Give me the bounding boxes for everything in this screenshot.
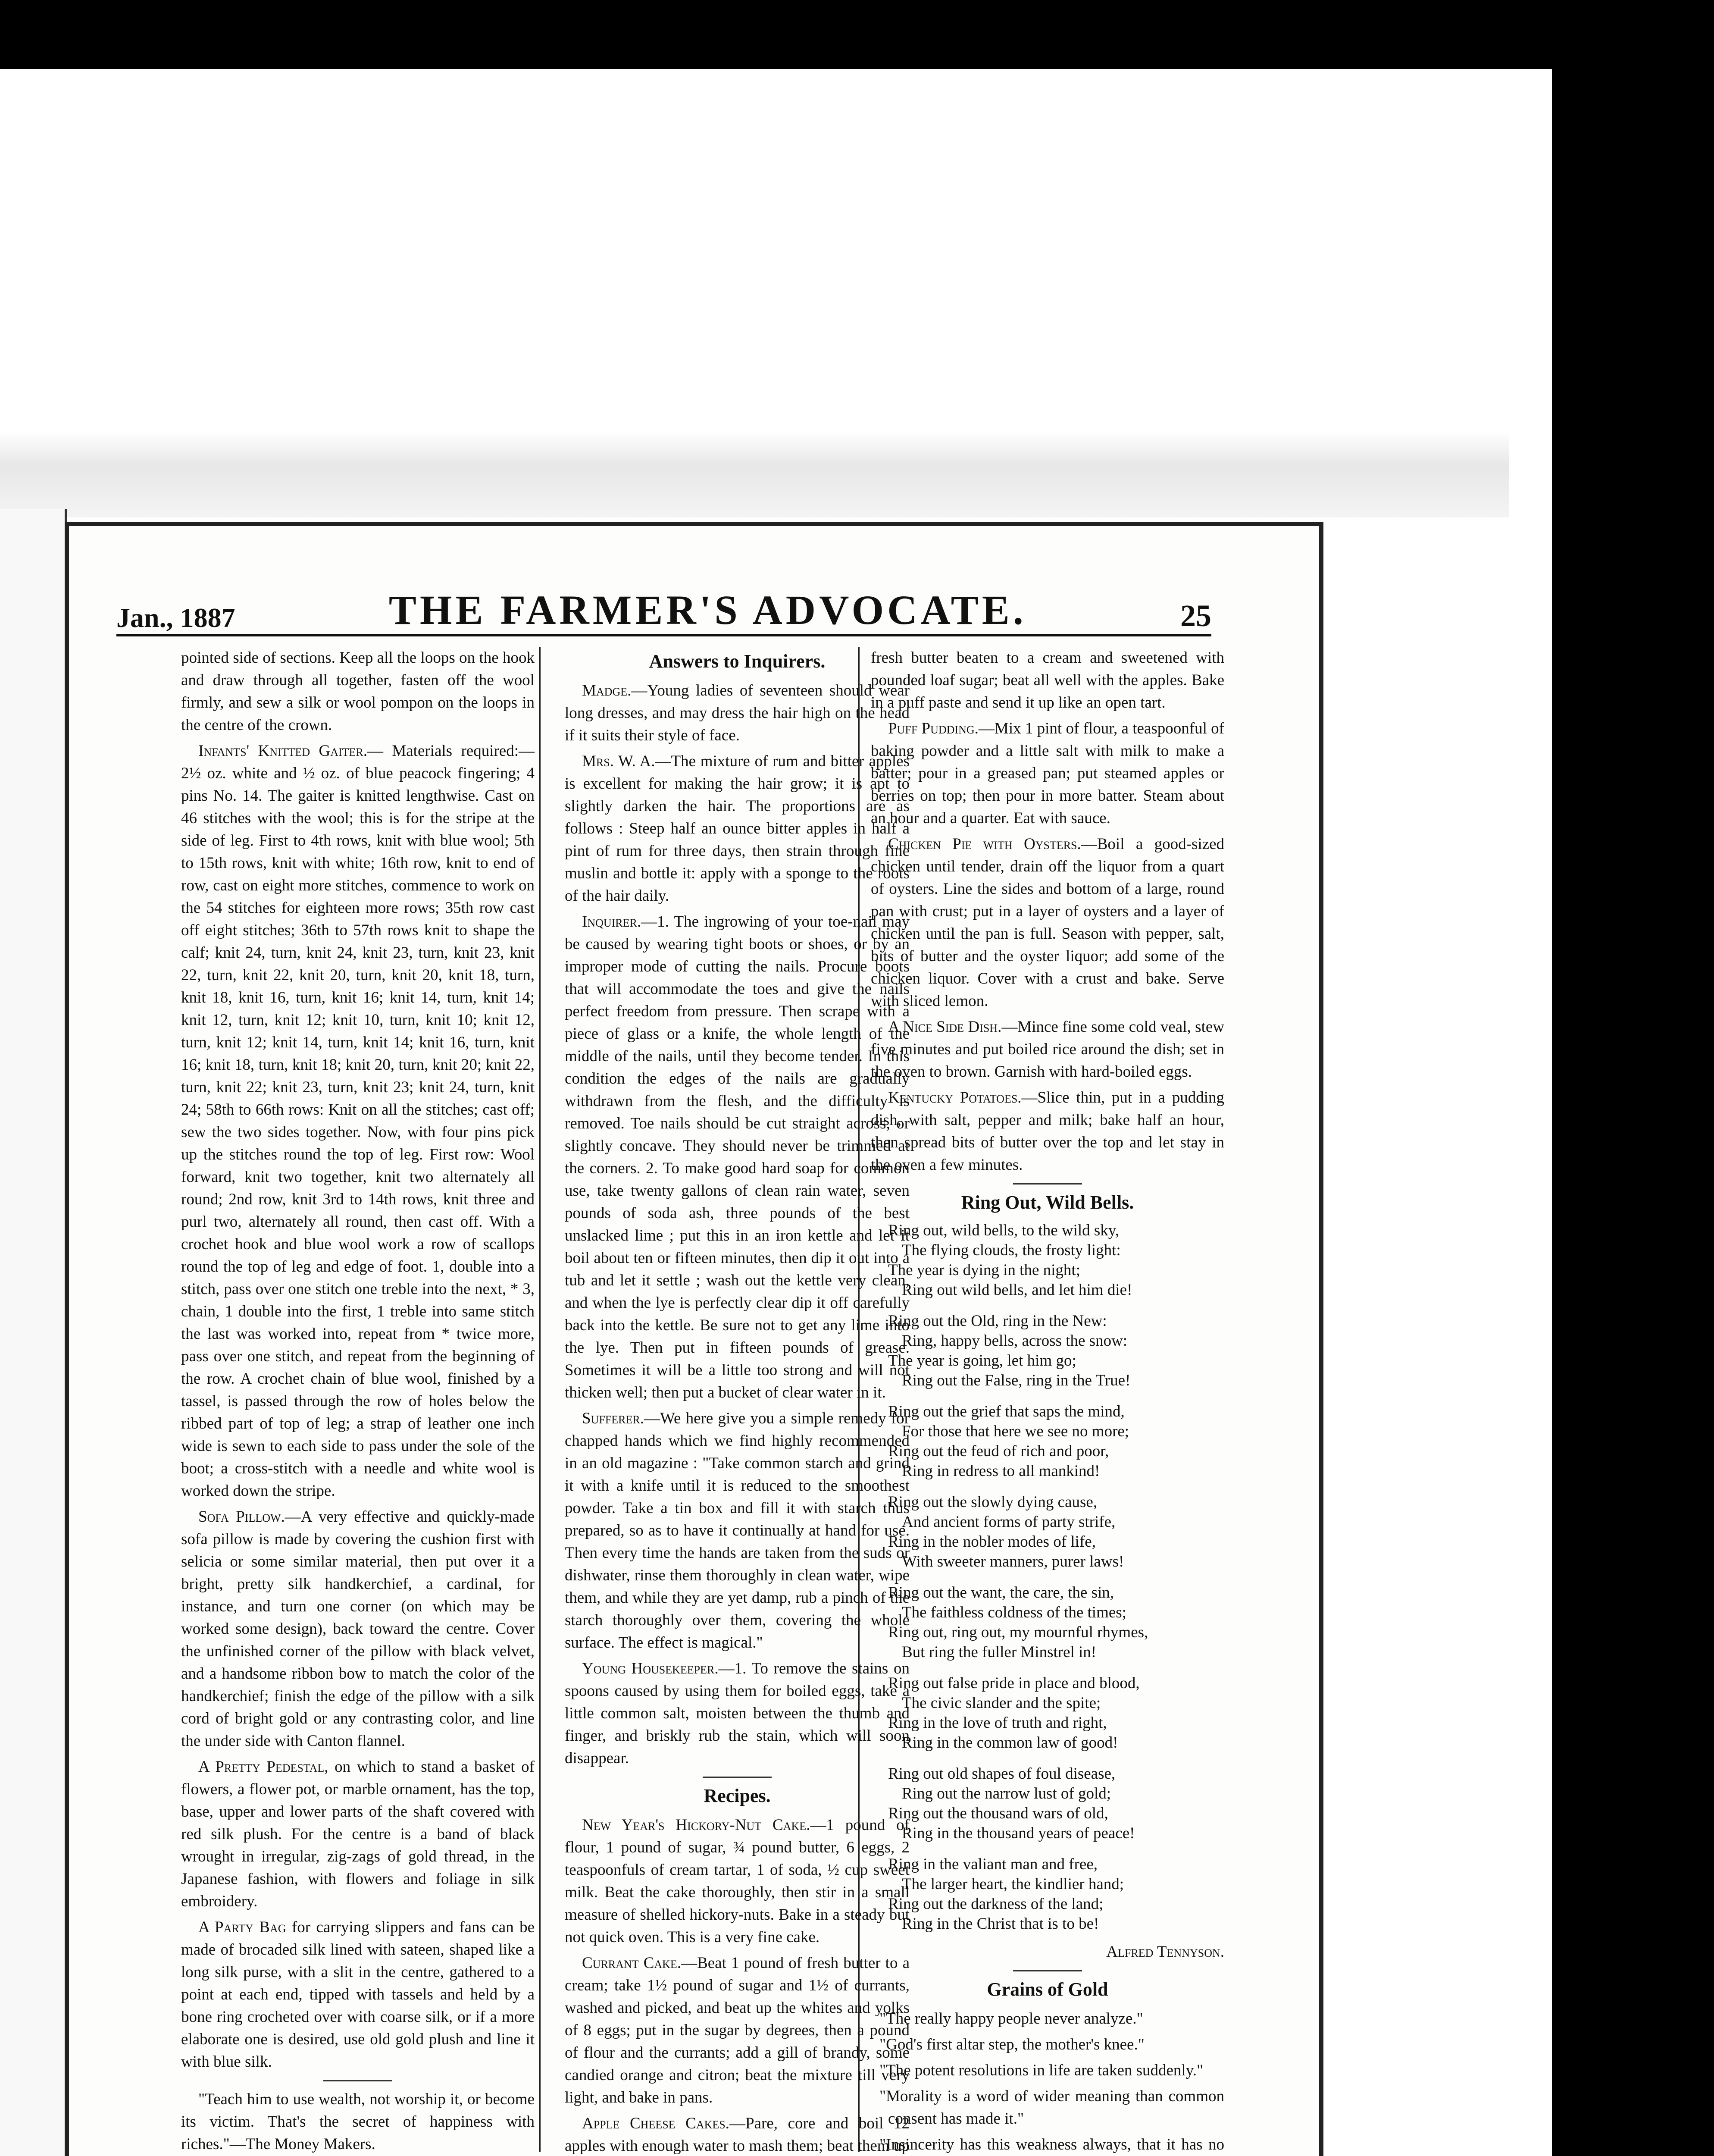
paragraph	[565, 1814, 910, 1949]
paragraph	[871, 718, 1224, 830]
poem-line: Ring, happy bells, across the snow:	[902, 1332, 1128, 1350]
grains-list	[871, 2008, 1224, 2156]
scan-border-right	[1552, 65, 1714, 2156]
poem-line: Ring out the darkness of the land;	[888, 1895, 1104, 1913]
masthead-title: THE FARMER'S ADVOCATE.	[388, 587, 1027, 633]
grains-title: Grains of Gold	[987, 1979, 1108, 2000]
poem-line: Ring out the want, the care, the sin,	[888, 1584, 1114, 1601]
item-heading: Mrs. W. A.	[582, 752, 655, 770]
closing-quote: "Teach him to use wealth, not worship it, or become its victim. That's the secret of happiness with riches."—The Money Makers.	[181, 2090, 535, 2153]
poem-stanza	[888, 1311, 1224, 1391]
item-body: —Boil a good-sized chicken until tender, drain off the liquor from a quart of oysters. Line the sides and bottom of a large, round pan with crust; put in a layer of oysters and a layer of chicken until the pan is full. Season with pepper, salt, bits of butter and the oyster liquor; add some of the chicken liquor. Cover with a crust and bake. Serve with sliced lemon.	[871, 835, 1224, 1010]
scan-shadow	[0, 431, 1509, 517]
paragraph	[871, 833, 1224, 1012]
paragraph	[181, 1916, 535, 2073]
column-1	[181, 647, 535, 2156]
item-heading: Sufferer.	[582, 1410, 644, 1427]
paragraph	[565, 1658, 910, 1770]
separator	[1013, 1183, 1082, 1185]
poem-line: The year is dying in the night;	[888, 1261, 1080, 1279]
grain-quote: "The really happy people never analyze."	[879, 2010, 1143, 2028]
page-number: 25	[1180, 599, 1211, 633]
item-heading: Sofa Pillow.	[198, 1508, 285, 1526]
item-body: —Mix 1 pint of flour, a teaspoonful of baking powder and a little salt with milk to make a batter; pour in a greased pan; put steamed apples or berries on top; then pour in more batter. Steam about an hour and a quarter. Eat with sauce.	[871, 720, 1224, 827]
item-heading: Madge.	[582, 682, 632, 699]
poem-stanza	[888, 1402, 1224, 1481]
grain-quote: "The potent resolutions in life are taken suddenly."	[879, 2062, 1204, 2079]
poem-line: Ring out the Old, ring in the New:	[888, 1312, 1107, 1330]
scan-border-top	[0, 0, 1714, 69]
paragraph	[565, 680, 910, 747]
poem-author: Alfred Tennyson.	[1106, 1943, 1224, 1961]
item-heading: A Pretty Pedestal,	[198, 1758, 328, 1776]
poem-line: Ring out false pride in place and blood,	[888, 1674, 1140, 1692]
poem-line: Ring out the thousand wars of old,	[888, 1805, 1108, 1822]
grain-quote: "Insincerity has this weakness always, that it has no	[879, 2136, 1224, 2153]
poem-line: The year is going, let him go;	[888, 1352, 1076, 1369]
grain-quote: "Morality is a word of wider meaning than common consent has made it."	[879, 2087, 1224, 2128]
item-body: —1. To remove the stains on spoons caused by using them for boiled eggs, take a little common salt, moisten between the thumb and finger, and briskly rub the stain, which will soon disappear.	[565, 1660, 910, 1767]
paragraph: fresh butter beaten to a cream and sweetened with pounded loaf sugar; beat all well with the apples. Bake in a puff paste and send it up like an open tart.	[871, 649, 1224, 711]
poem-stanza	[888, 1221, 1224, 1300]
grain-quote: "God's first altar step, the mother's knee."	[879, 2036, 1145, 2053]
poem-line: Ring out the False, ring in the True!	[902, 1372, 1131, 1389]
item-body: on which to stand a basket of flowers, a flower pot, or marble ornament, has the top, base, upper and lower parts of the shaft covered with red silk plush. For the centre is a band of black wrought in irregular, zig-zags of gold thread, in the Japanese fashion, with flowers and foliage in silk embroidery.	[181, 1758, 535, 1910]
item-body: —A very effective and quickly-made sofa pillow is made by covering the cushion first with selicia or some similar material, then put over it a bright, pretty silk handkerchief, a cardinal, for instance, and turn one corner (on which may be worked some design), back toward the centre. Cover the unfinished corner of the pillow with black velvet, and a handsome ribbon bow to match the color of the handkerchief; finish the edge of the pillow with a silk cord of bright gold or any contrasting color, and line the under side with Canton flannel.	[181, 1508, 535, 1750]
item-body: — Materials required:—2½ oz. white and ½ oz. of blue peacock fingering; 4 pins No. 14. The gaiter is knitted lengthwise. Cast on 46 stitches with the wool; this is for the stripe at the side of leg. First to 4th rows, knit with blue wool; 5th to 15th rows, knit with white; 16th row, knit to end of row, cast on eight more stitches, commence to work on the 54 stitches for eighteen more rows; 35th row cast off eight stitches; 36th to 57th rows knit to shape the calf; knit 24, turn, knit 24, knit 23, turn, knit 23, knit 22, turn, knit 22, knit 20, turn, knit 20, knit 18, turn, knit 18, knit 16, turn, knit 16; knit 14, turn, knit 14; knit 12, turn, knit 12; knit 10, turn, knit 10; knit 12, turn, knit 12; knit 14, turn, knit 14; knit 16, turn, knit 16; knit 18, turn, knit 18; knit 20, turn, knit 20; knit 22, turn, knit 22; knit 23, turn, knit 23; knit 24, turn, knit 24; 58th to 66th rows: Knit on all the stitches; cast off; sew the two sides together. Now, with four pins pick up the stitches round the top of leg. First row: Wool forward, knit two together, knit two alternately all round; 2nd row, knit 3rd to 14th rows, knit three and purl two, alternately all round, then cast off. With a crochet hook and blue wool work a row of scallops round the top of leg and edge of foot. 1, double into a stitch, pass over one stitch one treble into the next, * 3, chain, 1 double into the first, 1 treble into same stitch the last was worked into, repeat from * twice more, pass over one stitch, and repeat from the beginning of the row. A crochet chain of blue wool, finished by a tassel, is passed through the row of holes below the ribbed part of top of leg; a strap of leather one inch wide is sewn to each side to pass under the sole of the boot; a cross-stitch with a needle and white wool is worked down the stripe.	[181, 742, 535, 1500]
item-heading: Kentucky Potatoes.	[888, 1089, 1022, 1106]
paragraph	[181, 1756, 535, 1913]
item-heading: A Party Bag	[198, 1918, 286, 1936]
issue-date: Jan., 1887	[116, 602, 235, 633]
poem-stanza	[888, 1855, 1224, 1934]
section-heading-answers: Answers to Inquirers.	[649, 651, 826, 672]
poem-line: And ancient forms of party strife,	[902, 1513, 1116, 1531]
paragraph: pointed side of sections. Keep all the loops on the hook and draw through all together, fasten off the wool firmly, and sew a silk or wool pompon on the loops in the centre of the crown.	[181, 649, 535, 734]
poem-line: Ring out the grief that saps the mind,	[888, 1403, 1125, 1420]
paragraph	[565, 911, 910, 1404]
item-heading: New Year's Hickory-Nut Cake.	[582, 1816, 810, 1834]
item-body: —Pare, core and boil 12 apples with enough water to mash them; beat them up	[565, 2115, 910, 2155]
poem-title: Ring Out, Wild Bells.	[961, 1192, 1134, 1213]
item-body: —1. The ingrowing of your toe-nail may be caused by wearing tight boots or shoes, or by an improper mode of cutting the nails. Procure boots that will accommodate the toes and give the nails perfect freedom from pressure. Then scrape with a piece of glass or a knife, the whole length of the middle of the nails, until they become tender. In this condition the edges of the nails are gradually withdrawn from the flesh, and the difficulty is removed. Toe nails should be cut straight across, or slightly concave. They should never be trimmed at the corners. 2. To make good hard soap for common use, take twenty gallons of clean rain water, seven pounds of soda ash, three pounds of the best unslacked lime ; put this in an iron kettle and let it boil about ten or fifteen minutes, then dip it out into a tub and let it settle ; wash out the kettle very clean, and when the lye is perfectly clear dip it off carefully back into the kettle. Be sure not to get any lime into the lye. Then put in fifteen pounds of grease. Sometimes it will be a little too strong and will not thicken well; then put a bucket of clear water in it.	[565, 913, 910, 1401]
separator	[323, 2080, 392, 2081]
item-heading: Inquirer.	[582, 913, 641, 931]
poem-line: Ring out the slowly dying cause,	[888, 1493, 1098, 1511]
item-body: —Slice thin, put in a pudding dish, with salt, pepper and milk; bake half an hour, then spread bits of butter over the top and let stay in the oven a few minutes.	[871, 1089, 1224, 1174]
separator	[703, 1777, 772, 1778]
item-body: —Young ladies of seventeen should wear long dresses, and may dress the hair high on the head if it suits their style of face.	[565, 682, 910, 744]
poem-line: Ring in the love of truth and right,	[888, 1714, 1107, 1732]
poem	[871, 1221, 1224, 1934]
poem-stanza	[888, 1583, 1224, 1662]
item-heading: Puff Pudding.	[888, 720, 979, 737]
paragraph	[565, 750, 910, 907]
item-body: for carrying slippers and fans can be made of brocaded silk lined with sateen, shaped like a long silk purse, with a slit in the centre, gathered to a point at each end, tipped with tassels and held by a bone ring crocheted over with coarse silk, or if a more elaborate one is desired, use old gold plush and line it with blue silk.	[181, 1918, 535, 2071]
poem-line: The faithless coldness of the times;	[902, 1604, 1126, 1621]
poem-line: Ring in the thousand years of peace!	[902, 1824, 1135, 1842]
poem-line: Ring out old shapes of foul disease,	[888, 1765, 1116, 1783]
paragraph	[181, 740, 535, 1502]
poem-stanza	[888, 1673, 1224, 1753]
poem-line: The civic slander and the spite;	[902, 1694, 1101, 1712]
column-3	[871, 647, 1224, 2156]
column-2	[565, 647, 910, 2156]
paragraph	[871, 1016, 1224, 1083]
item-body: —1 pound of flour, 1 pound of sugar, ¾ pound butter, 6 eggs, 2 teaspoonfuls of cream tartar, 1 of soda, ½ cup sweet milk. Beat the cake thoroughly, then stir in a small measure of shelled hickory-nuts. Bake in a steady but not quick oven. This is a very fine cake.	[565, 1816, 910, 1946]
column-rule-1	[539, 647, 541, 2152]
paragraph	[871, 1087, 1224, 1176]
poem-line: But ring the fuller Minstrel in!	[902, 1643, 1097, 1661]
item-body: —We here give you a simple remedy for chapped hands which we find highly recommended in an old magazine : "Take common starch and grind it with a knife until it is reduced to the smoothest powder. Take a tin box and fill it with starch thus prepared, so as to have it continually at hand for use. Then every time the hands are taken from the suds or dishwater, rinse them thoroughly in clean water, wipe them, and while they are yet damp, rub a pinch of the starch thoroughly over them, covering the whole surface. The effect is magical."	[565, 1410, 910, 1651]
poem-line: Ring in the valiant man and free,	[888, 1855, 1098, 1873]
item-body: —Mince fine some cold veal, stew five minutes and put boiled rice around the dish; set in the oven to brown. Garnish with hard-boiled eggs.	[871, 1018, 1225, 1081]
item-heading: Young Housekeeper.	[582, 1660, 719, 1677]
section-heading-recipes: Recipes.	[704, 1785, 771, 1806]
poem-line: Ring in the Christ that is to be!	[902, 1915, 1099, 1933]
item-heading: A Nice Side Dish.	[888, 1018, 1002, 1036]
item-heading: Infants' Knitted Gaiter.	[198, 742, 367, 760]
poem-line: Ring in the nobler modes of life,	[888, 1533, 1096, 1551]
poem-line: Ring out the narrow lust of gold;	[902, 1785, 1111, 1802]
item-body: —The mixture of rum and bitter apples is excellent for making the hair grow; it is apt to slightly darken the hair. The proportions are as follows : Steep half an ounce bitter apples in half a pint of rum for three days, then strain through fine muslin and bottle it: apply with a sponge to the roots of the hair daily.	[565, 752, 910, 905]
poem-line: Ring out, ring out, my mournful rhymes,	[888, 1623, 1148, 1641]
paragraph	[565, 1952, 910, 2109]
poem-line: The flying clouds, the frosty light:	[902, 1241, 1121, 1259]
paragraph	[565, 1407, 910, 1654]
poem-line: The larger heart, the kindlier hand;	[902, 1875, 1124, 1893]
poem-stanza	[888, 1492, 1224, 1572]
poem-stanza	[888, 1764, 1224, 1843]
scan-left-edge	[0, 509, 67, 2156]
page-header	[116, 586, 1211, 636]
poem-line: With sweeter manners, purer laws!	[902, 1553, 1124, 1570]
poem-line: Ring out the feud of rich and poor,	[888, 1442, 1109, 1460]
item-heading: Chicken Pie with Oysters.	[888, 835, 1081, 853]
poem-line: Ring out, wild bells, to the wild sky,	[888, 1222, 1120, 1239]
poem-line: Ring in the common law of good!	[902, 1734, 1118, 1752]
paragraph	[565, 2112, 910, 2156]
paragraph	[181, 1506, 535, 1752]
poem-line: Ring in redress to all mankind!	[902, 1462, 1100, 1480]
item-heading: Apple Cheese Cakes.	[582, 2115, 729, 2132]
poem-line: For those that here we see no more;	[902, 1423, 1129, 1440]
poem-line: Ring out wild bells, and let him die!	[902, 1281, 1132, 1299]
item-heading: Currant Cake.	[582, 1954, 682, 1972]
item-body: —Beat 1 pound of fresh butter to a cream; take 1½ pound of sugar and 1½ of currants, washed and picked, and beat up the whites and yolks of 8 eggs; put in the sugar by degrees, then a pound of flour and the currants; add a gill of brandy, some candied orange and citron; beat the mixture till very light, and bake in pans.	[565, 1954, 910, 2106]
separator	[1013, 1970, 1082, 1971]
